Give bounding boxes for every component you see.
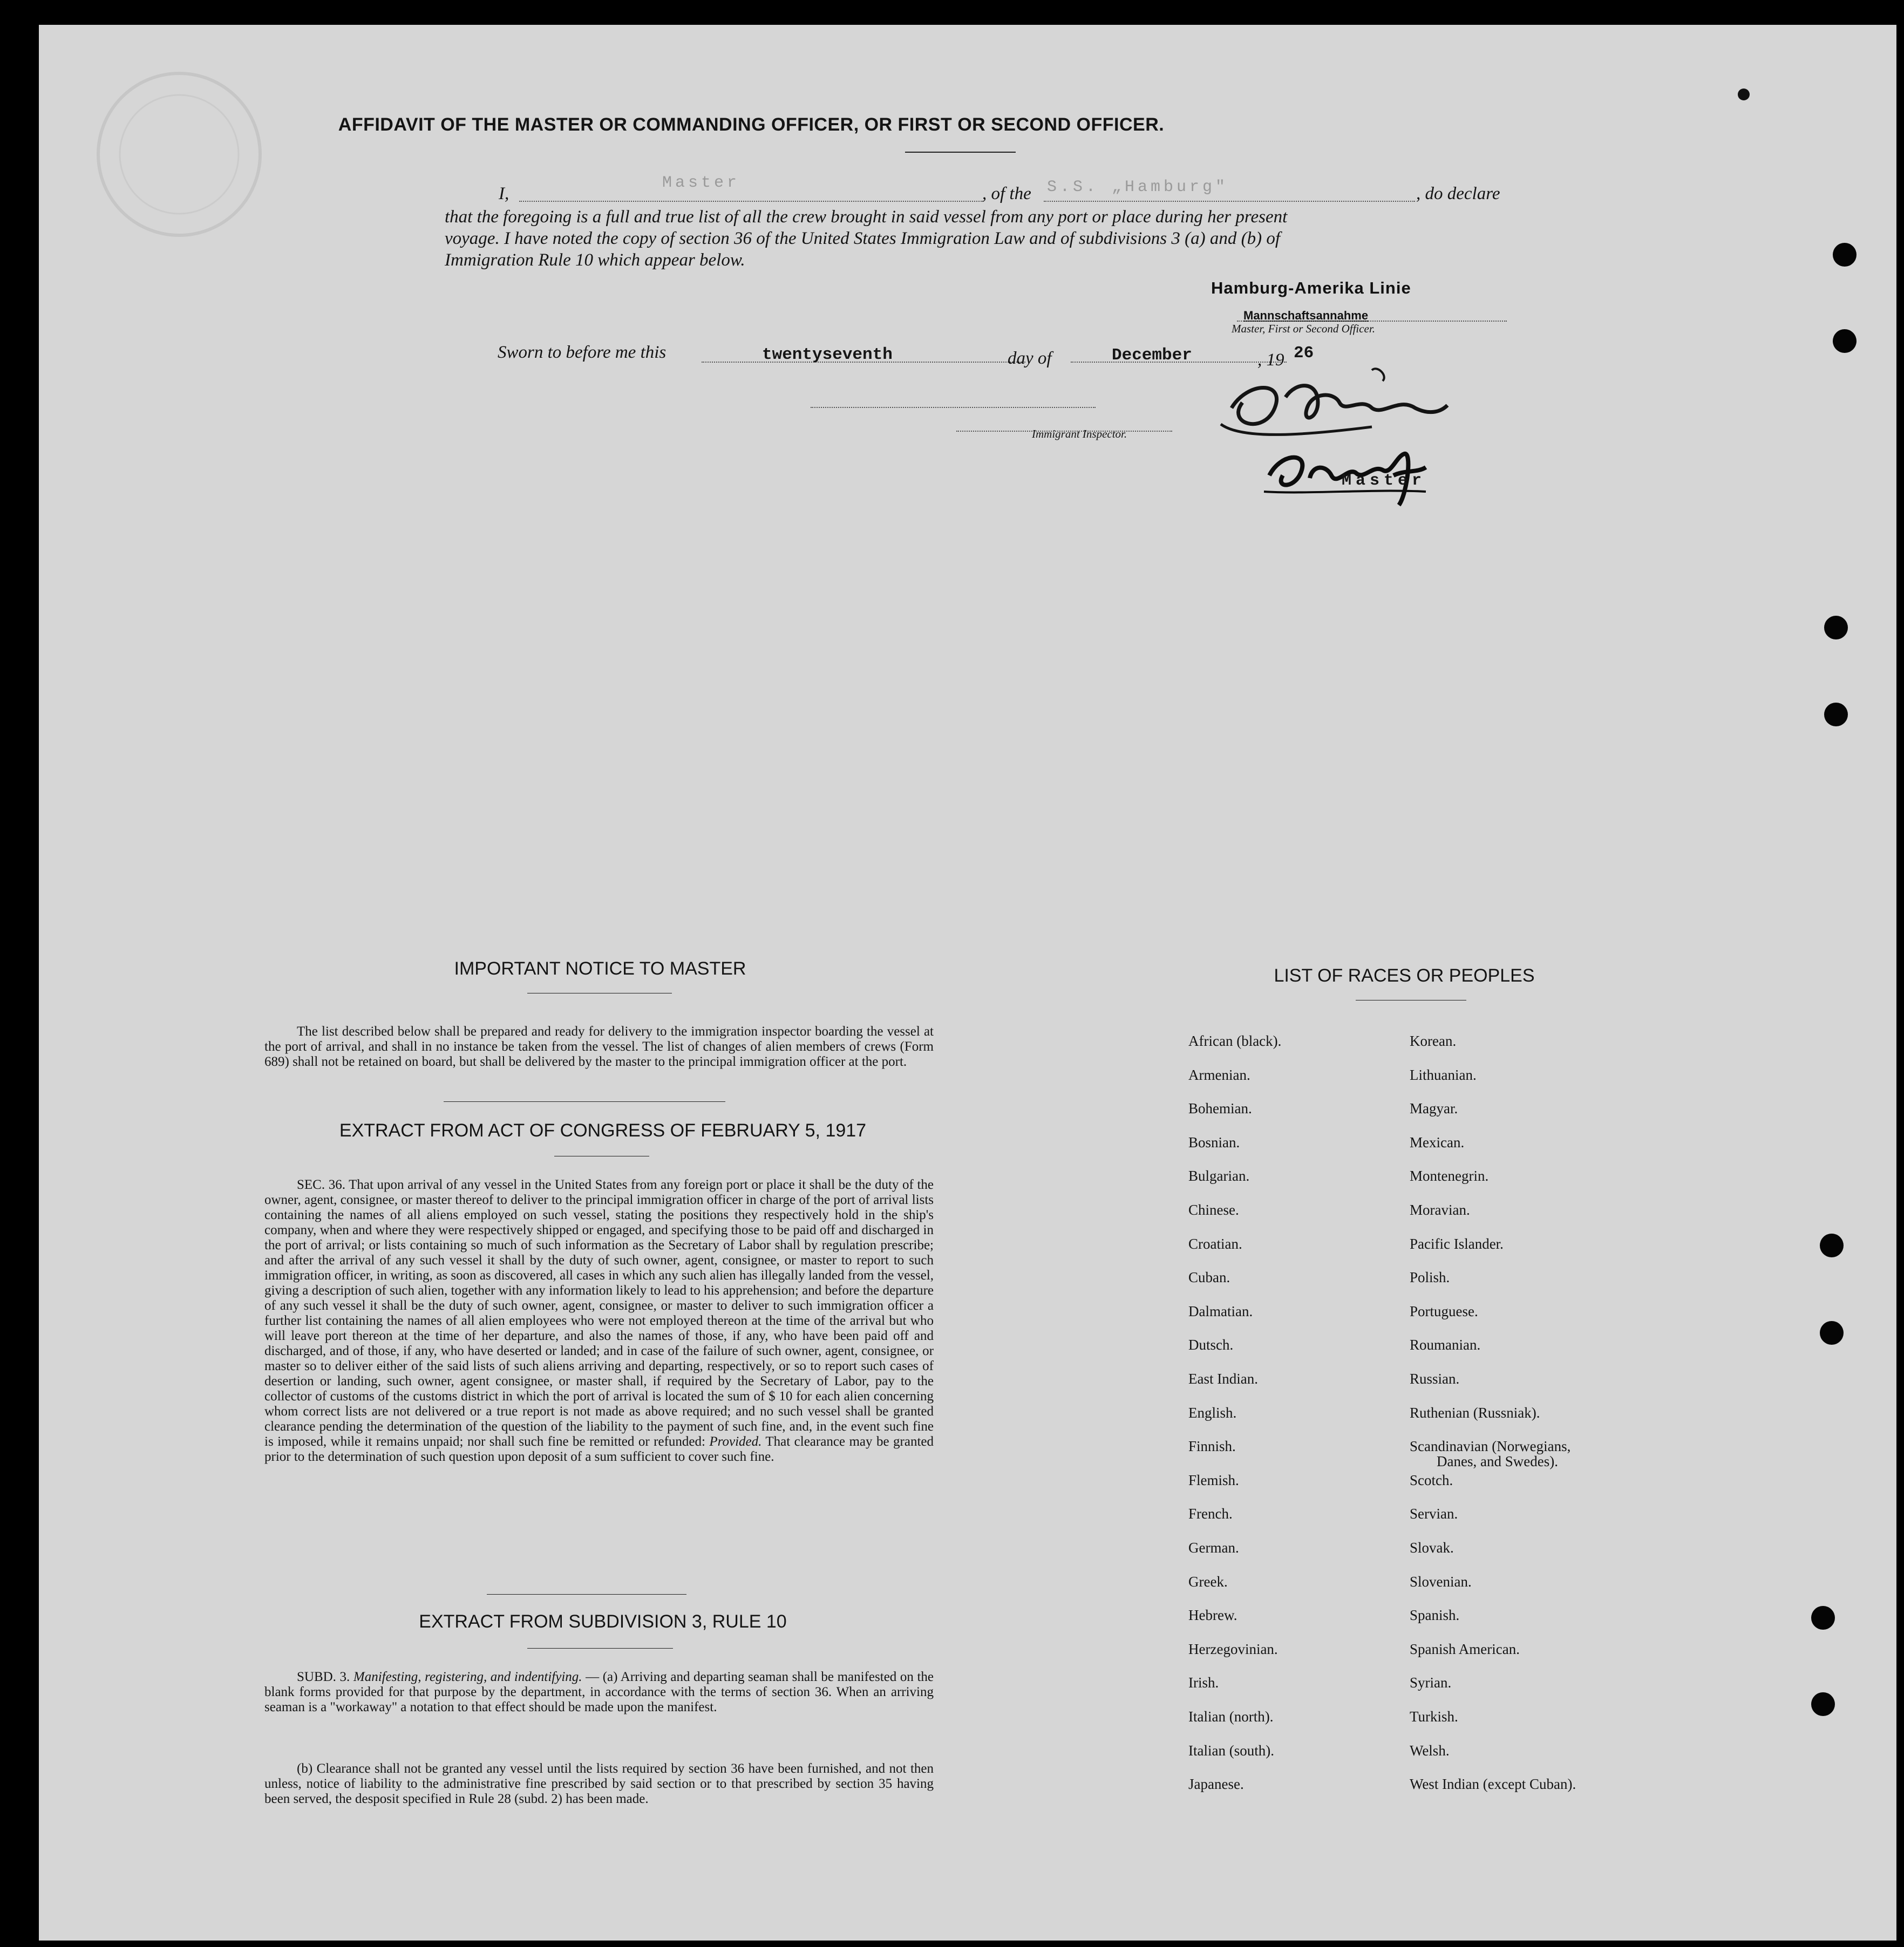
punch-hole [1820, 1234, 1844, 1257]
race-item: Magyar. [1410, 1100, 1458, 1117]
year-typed: 26 [1294, 344, 1314, 363]
punch-hole [1820, 1321, 1844, 1345]
i-label: I, [499, 184, 509, 203]
race-item: East Indian. [1188, 1371, 1258, 1387]
race-item: West Indian (except Cuban). [1410, 1776, 1576, 1793]
race-item: Lithuanian. [1410, 1066, 1477, 1083]
race-item: Syrian. [1410, 1674, 1452, 1691]
race-item: Armenian. [1188, 1066, 1250, 1083]
race-item: Japanese. [1188, 1776, 1244, 1793]
notice-body: The list described below shall be prepared and ready for delivery to the immigration inspector boarding the vessel at the port of arrival, and shall in no instance be taken from the vessel. The list of changes of alien members of crews (Form 689) shall not be retained on board, but shall be delivered by the master to the principal immigration officer at the port. [264, 1024, 934, 1069]
race-item: Croatian. [1188, 1235, 1242, 1252]
punch-hole [1811, 1692, 1835, 1716]
race-item: Dalmatian. [1188, 1303, 1253, 1319]
race-item: Italian (south). [1188, 1742, 1274, 1759]
race-item: Slovak. [1410, 1540, 1454, 1556]
race-item: Ruthenian (Russniak). [1410, 1404, 1540, 1421]
punch-hole [1824, 616, 1848, 639]
day-of-label: day of [1008, 349, 1052, 368]
race-item: Polish. [1410, 1269, 1450, 1286]
race-item: Russian. [1410, 1371, 1460, 1387]
punch-hole [1824, 703, 1848, 726]
notice-title: IMPORTANT NOTICE TO MASTER [454, 958, 746, 979]
rule-extract-underline [527, 1648, 673, 1649]
race-item: Herzegovinian. [1188, 1640, 1278, 1657]
embossed-seal-mark [71, 46, 287, 262]
race-item: Slovenian. [1410, 1573, 1472, 1590]
race-item: Irish. [1188, 1674, 1219, 1691]
race-item: Finnish. [1188, 1438, 1236, 1455]
race-item: Danes, and Swedes). [1437, 1453, 1558, 1470]
master-name-typed: Master [662, 174, 740, 192]
race-item: Bulgarian. [1188, 1168, 1250, 1184]
race-item: Bohemian. [1188, 1100, 1252, 1117]
punch-hole [1833, 243, 1857, 267]
race-item: Servian. [1410, 1506, 1458, 1522]
rule-extract-title: EXTRACT FROM SUBDIVISION 3, RULE 10 [419, 1611, 787, 1632]
race-item: English. [1188, 1404, 1237, 1421]
race-item: Korean. [1410, 1033, 1457, 1049]
race-item: Roumanian. [1410, 1337, 1481, 1353]
affidavit-title: AFFIDAVIT OF THE MASTER OR COMMANDING OFFICER, OR FIRST OR SECOND OFFICER. [338, 114, 1165, 135]
punch-hole [1811, 1606, 1835, 1630]
master-name-line [519, 201, 983, 202]
race-item: African (black). [1188, 1033, 1282, 1049]
race-item: Chinese. [1188, 1202, 1239, 1218]
corner-mark [1738, 88, 1750, 100]
races-title: LIST OF RACES OR PEOPLES [1274, 965, 1535, 986]
race-item: Pacific Islander. [1410, 1235, 1504, 1252]
race-item: Spanish American. [1410, 1640, 1520, 1657]
vessel-name-line [1044, 201, 1415, 202]
year-prefix: , 19 [1257, 350, 1284, 370]
race-item: Cuban. [1188, 1269, 1230, 1286]
race-item: Turkish. [1410, 1708, 1458, 1725]
race-item: Hebrew. [1188, 1607, 1237, 1624]
officer-caption: Master, First or Second Officer. [1232, 322, 1375, 335]
notice-divider [444, 1101, 725, 1102]
punch-hole [1833, 329, 1857, 353]
race-item: Bosnian. [1188, 1134, 1240, 1150]
sworn-month-typed: December [1112, 346, 1192, 365]
race-item: Moravian. [1410, 1202, 1470, 1218]
race-item: Dutsch. [1188, 1337, 1234, 1353]
race-item: Scotch. [1410, 1472, 1453, 1488]
inspector-line-1 [811, 407, 1096, 408]
master-stamp: Master [1342, 472, 1426, 490]
document-page [39, 25, 1896, 1941]
act-divider [487, 1594, 686, 1595]
affidavit-line-3: voyage. I have noted the copy of section 36 of the United States Immigration Law and of subdivisions 3 (a) and (b) of [445, 229, 1281, 248]
act-extract-title: EXTRACT FROM ACT OF CONGRESS OF FEBRUARY 5, 1917 [339, 1120, 867, 1141]
rule-para-b: (b) Clearance shall not be granted any vessel until the lists required by section 36 have been furnished, and not then unless, notice of liability to the administrative fine prescribed by said section or to that prescribed by section 35 having been served, the desposit specified in Rule 28 (subd. 2) has been made. [264, 1761, 934, 1806]
affidavit-line-2: that the foregoing is a full and true list of all the crew brought in said vessel from any port or place during her present [445, 207, 1288, 227]
company-stamp-line1: Hamburg-Amerika Linie [1211, 278, 1411, 297]
race-item: Montenegrin. [1410, 1168, 1489, 1184]
sworn-label: Sworn to before me this [498, 343, 667, 362]
race-item: Italian (north). [1188, 1708, 1274, 1725]
act-extract-body: SEC. 36. That upon arrival of any vessel in the United States from any foreign port or place it shall be the duty of the owner, agent, consignee, or master thereof to deliver to the principal immigration officer in charge of the port of arrival lists containing the names of all aliens employed on such vessel, stating the positions they respectively hold in the ship's company, when and where they were respectively shipped or engaged, and specifying those to be paid off and discharged in the port of arrival; or lists containing so much of such information as the Secretary of Labor shall by regulation prescribe; and after the arrival of any such vessel it shall by the duty of such owner, agent, consignee, or master to report to such immigration officer, in writing, as soon as discovered, all cases in which any such alien has illegally landed from the vessel, giving a description of such alien, together with any information likely to lead to his apprehension; and before the departure of any such vessel it shall be the duty of such owner, agent, consignee, or master to deliver to such immigration officer a further list containing the names of all alien employees who were not employed thereon at the time of the arrival but who will leave port thereon at the time of her departure, and also the names of those, if any, who have been paid off and discharged, and of those, if any, who have deserted or landed; and in case of the failure of such owner, agent, consignee, or master so to deliver either of the said lists of such aliens arriving and departing, respectively, or so to report such cases of desertion or landing, such owner, agent consignee, or master shall, if required by the Secretary of Labor, pay to the collector of customs of the customs district in which the port of arrival is located the sum of $ 10 for each alien concerning whom correct lists are not delivered or a true report is not made as above required; and no such vessel shall be granted clearance pending the determination of the question of the liability to the payment of such fine, and, in the event such fine is imposed, while it remains unpaid; nor shall such fine be remitted or refunded: Provided. That clearance may be granted prior to the determination of such question upon deposit of a sum sufficient to cover such fine. [264, 1177, 934, 1464]
race-item: Greek. [1188, 1573, 1228, 1590]
race-item: Spanish. [1410, 1607, 1460, 1624]
of-the-label: , of the [982, 184, 1031, 203]
affidavit-line-4: Immigration Rule 10 which appear below. [445, 250, 745, 270]
rule-para-a: SUBD. 3. Manifesting, registering, and indentifying. — (a) Arriving and departing seaman shall be manifested on the blank forms provided for that purpose by the department, in accordance with the terms of section 36. When an arriving seaman is a "workaway" a notation to that effect should be made upon the manifest. [264, 1670, 934, 1714]
company-stamp-line2: Mannschaftsannahme [1243, 309, 1369, 322]
race-item: Welsh. [1410, 1742, 1450, 1759]
title-underline [905, 152, 1016, 153]
race-item: Portuguese. [1410, 1303, 1478, 1319]
race-item: Mexican. [1410, 1134, 1465, 1150]
race-item: Scandinavian (Norwegians, [1410, 1438, 1571, 1455]
sworn-day-typed: twentyseventh [762, 345, 893, 364]
handwritten-signatures [1210, 359, 1491, 532]
race-item: French. [1188, 1506, 1233, 1522]
race-item: Flemish. [1188, 1472, 1239, 1488]
declare-label: , do declare [1416, 184, 1500, 203]
inspector-caption: Immigrant Inspector. [1032, 427, 1127, 440]
race-item: German. [1188, 1540, 1239, 1556]
vessel-name-typed: S.S. „Hamburg" [1047, 178, 1229, 196]
